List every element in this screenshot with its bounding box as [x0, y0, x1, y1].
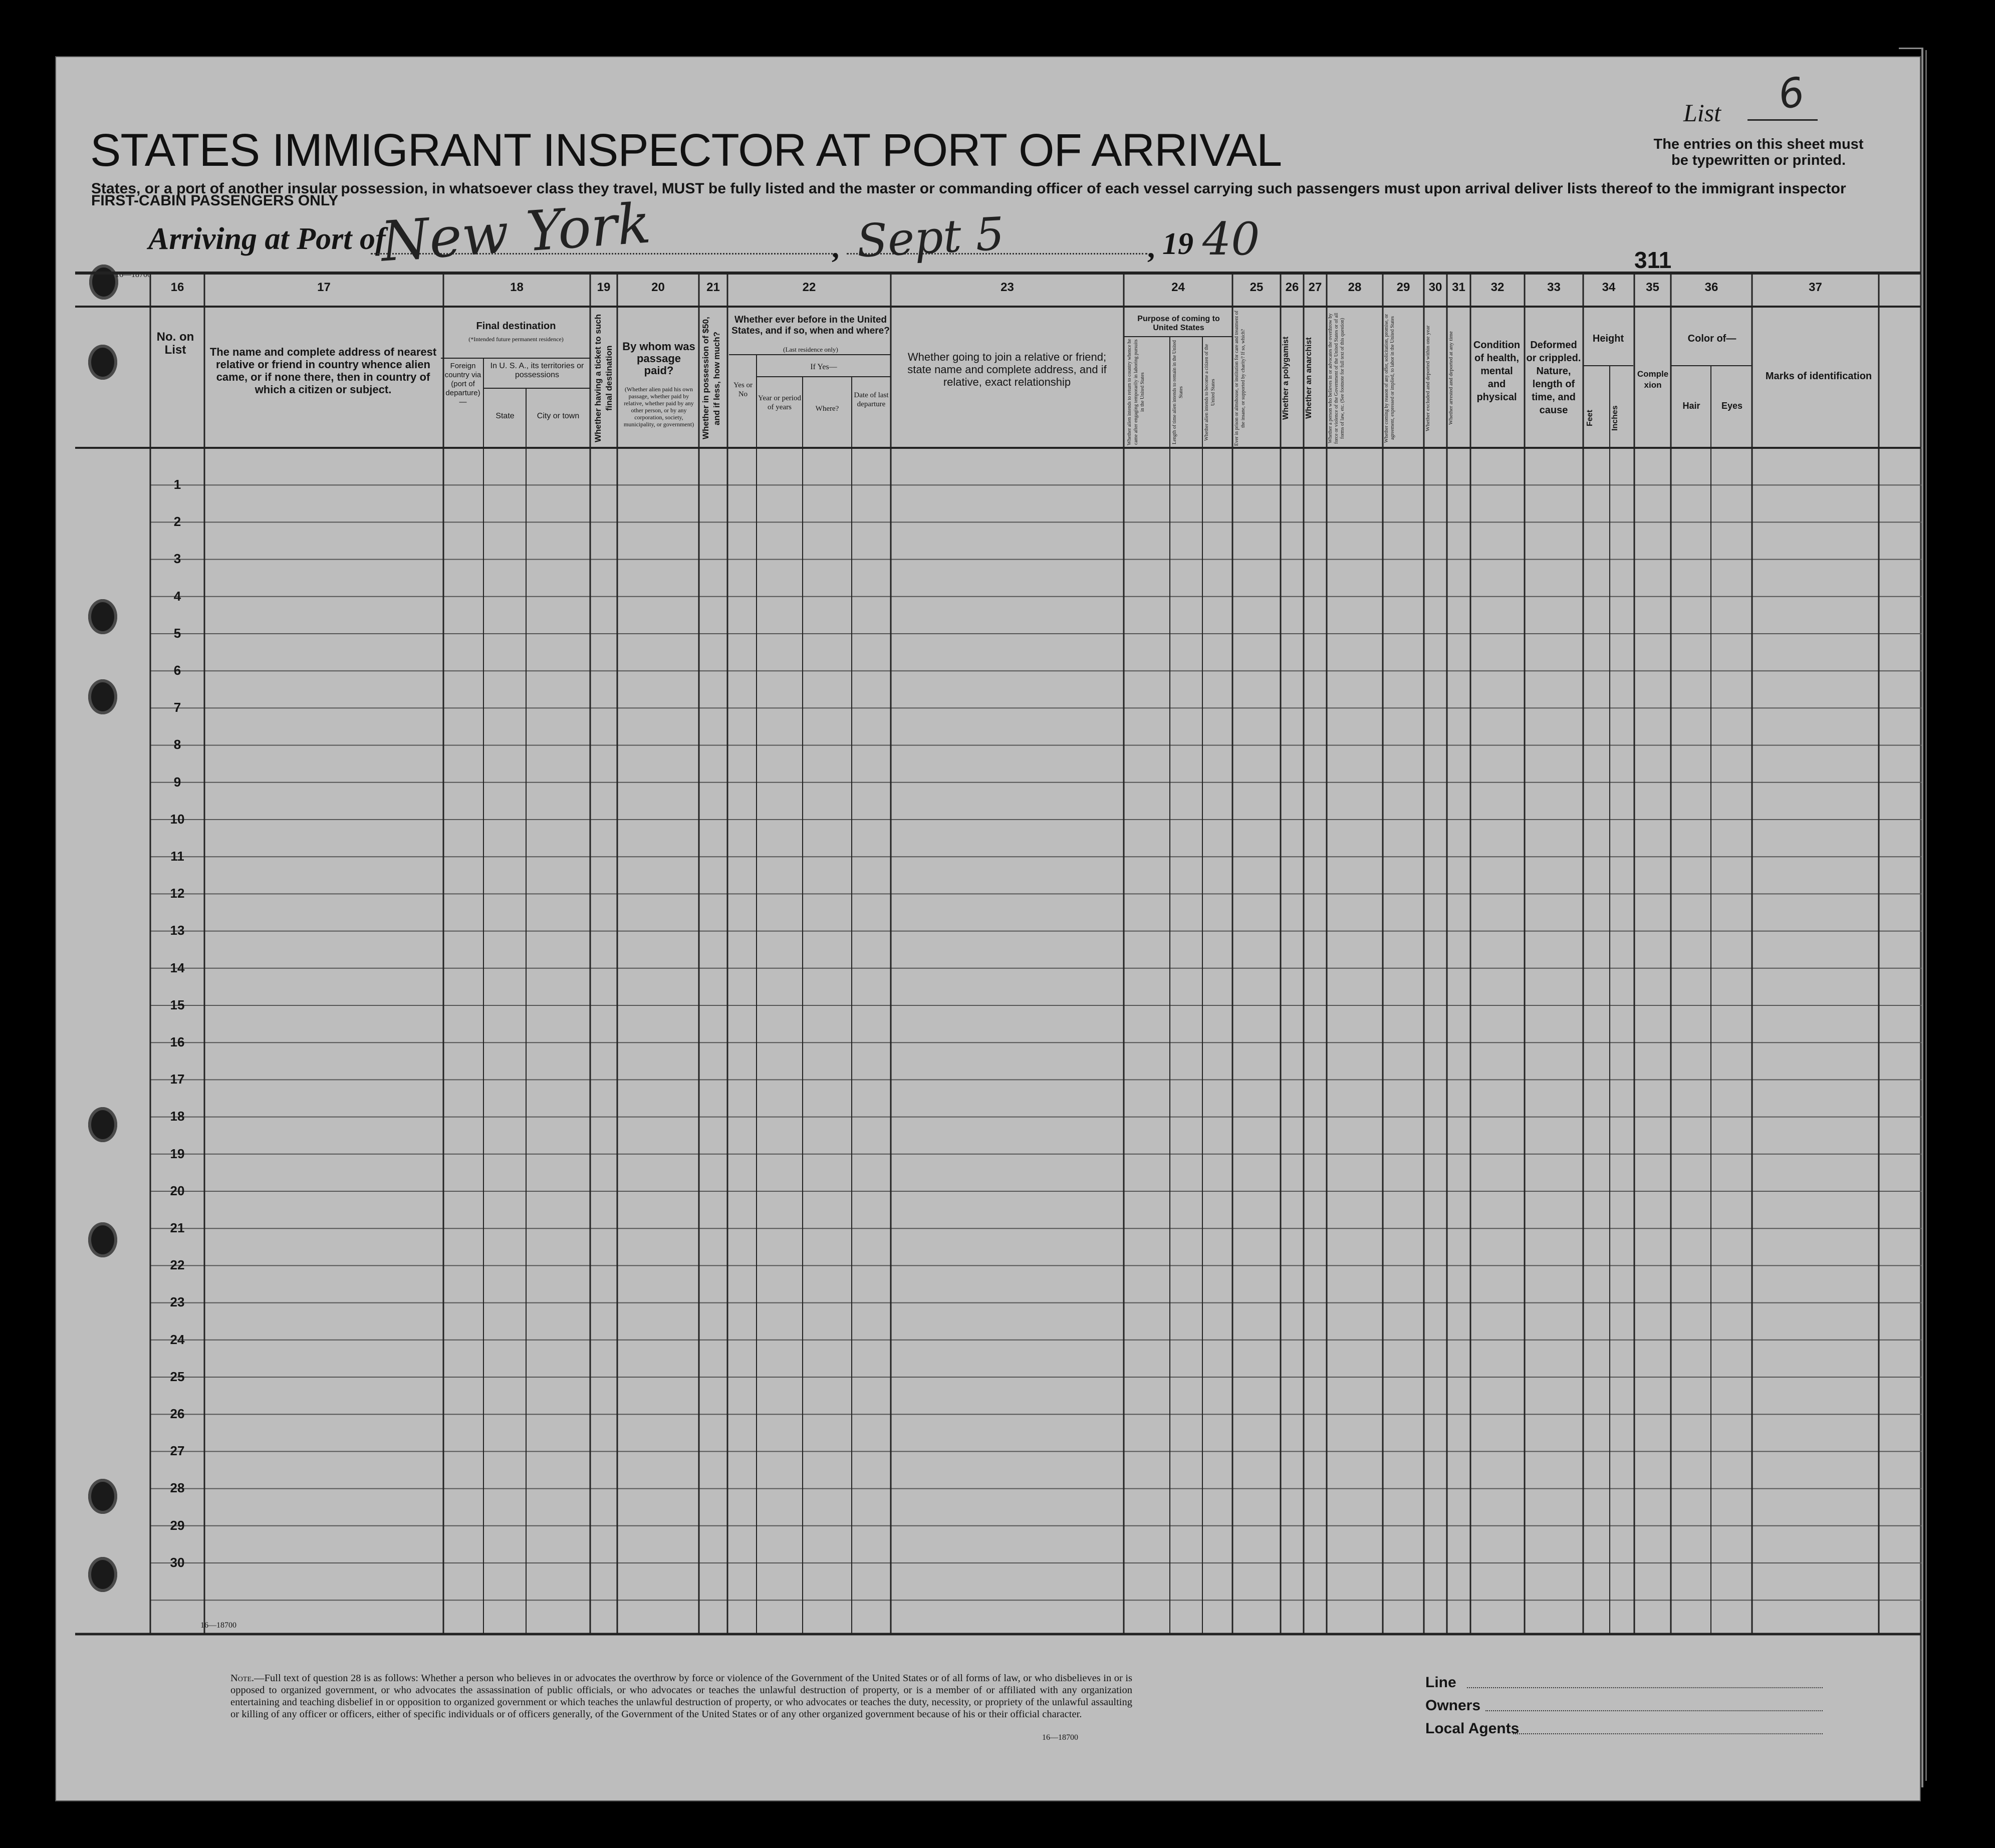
col37-header: Marks of identification: [1765, 371, 1872, 382]
typewritten-note: The entries on this sheet must be typewritten or printed.: [1653, 136, 1864, 168]
row-number: 14: [170, 960, 185, 975]
col26-header: Whether a polygamist: [1282, 336, 1290, 420]
col32-header: Condition of health, mental and physical: [1473, 340, 1521, 403]
row-number: 16: [170, 1034, 185, 1049]
column-number: 19: [597, 281, 611, 294]
row-number: 4: [173, 588, 181, 604]
col36-eyes: Eyes: [1721, 401, 1743, 411]
col31-header: Whether arrested and deported at any time: [1448, 331, 1454, 425]
form-title: STATES IMMIGRANT INSPECTOR AT PORT OF ARRIVAL: [90, 125, 1282, 176]
col34-inches: Inches: [1611, 405, 1619, 431]
row-number: 3: [173, 551, 181, 567]
col18-title: Final destination: [476, 321, 556, 332]
column-number: 20: [651, 281, 665, 294]
col22-ifyes: If Yes—: [810, 363, 837, 371]
row-number: 27: [170, 1443, 185, 1459]
col21-header: Whether in possession of $50, and if less, how much?: [701, 317, 721, 440]
footnote-q28: [230, 1672, 1132, 1720]
col18-usa: In U. S. A., its territories or possessions: [490, 362, 584, 379]
line-field: [1467, 1687, 1823, 1688]
row-number: 11: [170, 849, 184, 864]
col24-citizen: Whether alien intends to become a citizen of the United States: [1204, 344, 1216, 441]
port-handwritten: New York: [379, 191, 653, 274]
col18-note: (*Intended future permanent residence): [468, 336, 564, 343]
col22-year: Year or period of years: [758, 394, 801, 411]
row-number: 10: [170, 811, 185, 827]
column-number: 29: [1396, 281, 1410, 294]
column-number: 32: [1490, 281, 1505, 294]
row-number: 5: [173, 625, 181, 641]
row-number: 21: [170, 1220, 185, 1235]
row-number: 18: [170, 1109, 185, 1124]
column-number: 22: [802, 281, 816, 294]
col16-header: No. on List: [156, 330, 194, 357]
form-instructions: States, or a port of another insular possession, in whatsoever class they travel, MUST be fully listed and the master or commanding officer of each vessel carrying such passengers must upon arrival deliver lists thereof to the immigrant inspector: [91, 180, 1846, 197]
column-number: 23: [1001, 281, 1014, 294]
col22-title: Whether ever before in the United States, and if so, when and where?: [731, 315, 890, 336]
local-agents-field: [1513, 1733, 1823, 1734]
column-number: 16: [170, 281, 184, 294]
col30-header: Whether excluded and deported within one year: [1425, 325, 1431, 431]
row-number: 13: [170, 923, 185, 938]
col34-title: Height: [1592, 333, 1624, 344]
col24-return: Whether alien intends to return to country whence he came after engaging temporarily in laboring pursuits in the United States: [1127, 339, 1145, 446]
col22-yesno: Yes or No: [733, 381, 753, 398]
footnote-text: —Full text of question 28 is as follows: Whether a person who believes in or advocates the overthrow by force or violence of the Government of the United States or of all forms of law, or who disbelieves in or is opposed to organized government, or who advocates the assassination of public officials, or who advocates or teaches the unlawful destruction of property, or is a member of or affiliated with any organization entertaining and teaching disbelief in or opposition to organized government or which teaches the unlawful destruction of property, or who advocates or teaches the duty, necessity, or propriety of the unlawful assaulting or killing of any officer or officers, either of specific individuals or of officers generally, of the Government of the United States or of any other organized government because of his or their official character.: [230, 1673, 1132, 1720]
stamp-number: 311: [1634, 247, 1672, 273]
form-code: 16—18700: [200, 1621, 236, 1630]
list-number: 6: [1775, 68, 1808, 119]
col20-title: By whom was passage paid?: [622, 340, 695, 377]
row-number: 2: [173, 514, 181, 530]
first-cabin-label: FIRST-CABIN PASSENGERS ONLY: [91, 192, 339, 209]
col18-state: State: [495, 412, 515, 420]
form-code: 16—18700: [1042, 1733, 1078, 1742]
column-number: 17: [317, 281, 331, 294]
row-number: 19: [170, 1146, 185, 1161]
owners-label: Owners: [1425, 1697, 1481, 1714]
column-number: 36: [1704, 281, 1718, 294]
row-number: 6: [173, 663, 181, 678]
col28-header: Whether a person who believes in or advocates the overthrow by force or violence of the Government of the United States or of all forms of law, etc. (See footnote for full text of this question): [1328, 313, 1345, 444]
row-number: 9: [173, 774, 181, 789]
col23-header: Whether going to join a relative or friend; state name and complete address, and if relative, exact relationship: [907, 351, 1107, 388]
year-printed: 19: [1162, 227, 1193, 261]
row-number: 26: [170, 1406, 185, 1421]
col34-feet: Feet: [1586, 410, 1594, 427]
column-number: 18: [510, 281, 524, 294]
col18-foreign: Foreign country via (port of departure)—: [444, 362, 481, 406]
year-handwritten: 40: [1202, 213, 1260, 266]
date-handwritten: Sept 5: [855, 207, 1006, 268]
row-number: 8: [173, 737, 181, 752]
column-number: 28: [1348, 281, 1362, 294]
column-number: 24: [1171, 281, 1185, 294]
col36-hair: Hair: [1682, 401, 1700, 411]
comma: ,: [832, 231, 839, 264]
column-number: 26: [1285, 281, 1299, 294]
row-number: 30: [170, 1554, 185, 1570]
row-number: 29: [170, 1517, 185, 1533]
col24-title: Purpose of coming to United States: [1137, 315, 1220, 332]
row-number: 12: [170, 886, 185, 901]
column-number: 25: [1250, 281, 1264, 294]
col18-city: City or town: [537, 412, 580, 420]
row-number: 20: [170, 1183, 185, 1198]
row-number: 7: [173, 700, 181, 715]
arriving-port-label: Arriving at Port of: [148, 222, 386, 256]
form-code: 16—18700: [115, 271, 151, 279]
column-number: 35: [1646, 281, 1659, 294]
col22-date: Date of last departure: [854, 391, 889, 408]
row-number: 15: [170, 997, 185, 1012]
row-number: 25: [170, 1369, 185, 1384]
column-number: 37: [1809, 281, 1822, 294]
comma: ,: [1147, 231, 1155, 264]
col35-header: Complexion: [1637, 369, 1669, 390]
column-number: 30: [1428, 281, 1442, 294]
row-number: 17: [170, 1072, 185, 1087]
col36-title: Color of—: [1687, 333, 1736, 344]
column-number: 33: [1547, 281, 1561, 294]
list-label: List: [1683, 99, 1721, 127]
row-number: 1: [173, 477, 181, 492]
column-number: 34: [1602, 281, 1616, 294]
local-agents-label: Local Agents: [1425, 1720, 1520, 1737]
col27-header: Whether an anarchist: [1305, 337, 1313, 419]
row-number: 28: [170, 1480, 185, 1496]
col24-length: Length of time alien intends to remain in the United States: [1172, 340, 1184, 445]
column-number: 27: [1308, 281, 1322, 294]
row-number: 22: [170, 1257, 185, 1273]
col25-header: Ever in prison or almshouse, or institution for care and treatment of the insane, or supported by charity? If so, which?: [1234, 311, 1246, 446]
row-number: 23: [170, 1294, 185, 1310]
col33-header: Deformed or crippled. Nature, length of time, and cause: [1526, 340, 1581, 416]
column-number: 31: [1452, 281, 1465, 294]
owners-field: [1485, 1710, 1823, 1711]
line-label: Line: [1425, 1674, 1456, 1691]
col29-header: Whether coming by reason of any offer, solicitation, promise, or agreement, expressed or implied, to labor in the United States: [1384, 314, 1395, 443]
row-number: 24: [170, 1332, 185, 1347]
col19-header: Whether having a ticket to such final destination: [593, 314, 614, 442]
col20-note: (Whether alien paid his own passage, whether paid by relative, whether paid by any other person, or by any corporation, society, municipality, or government): [623, 386, 694, 428]
col22-where: Where?: [815, 405, 839, 413]
column-number: 21: [706, 281, 720, 294]
col17-header: The name and complete address of nearest relative or friend in country whence alien came, or if none there, then in country of which a citizen or subject.: [209, 346, 437, 396]
col22-note: (Last residence only): [783, 346, 838, 353]
footnote-lead: Note.: [230, 1673, 255, 1684]
